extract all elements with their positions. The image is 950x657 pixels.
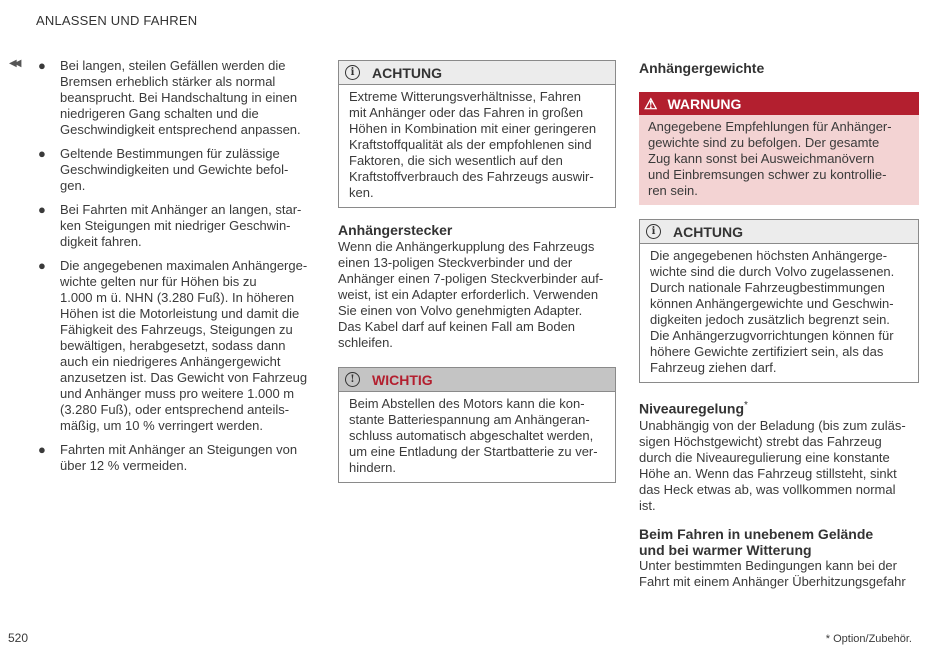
double-left-arrow-icon[interactable]: ◀◀: [9, 58, 19, 69]
section-header: ANLASSEN UND FAHREN: [36, 13, 198, 28]
bullet-item: [38, 442, 318, 474]
notice-text: Die angegebenen höchsten Anhängerge- wichte sind die durch Volvo zugelassenen. Durch nationale Fahrzeugbestimmungen können Anhängergewichte und Geschwin- digkeiten jedoch zusätzlich begrenzt sein. Die Anhängerzugvorrichtungen können für höhere Gewichte zertifiziert sein, als das Fahrzeug ziehen darf.: [650, 248, 895, 375]
warning-triangle-icon: ⚠: [644, 95, 658, 113]
left-column: [38, 58, 318, 482]
bullet-text: Bei Fahrten mit Anhänger an langen, star- ken Steigungen mit niedriger Geschwin- digkeit fahren.: [60, 202, 302, 249]
section-heading: [639, 397, 919, 418]
bullet-item: [38, 258, 318, 434]
notice-title: WICHTIG: [372, 371, 433, 388]
wichtig-notice: [338, 367, 616, 483]
bullet-text: Bei langen, steilen Gefällen werden die Bremsen erheblich stärker als normal beansprucht. Bei Handschaltung in einen niedrigeren Gang schalten und die Geschwindigkeit entsprechend anpassen.: [60, 58, 301, 137]
notice-title: ACHTUNG: [673, 223, 743, 240]
notice-text: Extreme Witterungsverhältnisse, Fahren mit Anhänger oder das Fahren in großen Höhen in Kombination mit einer geringeren Kraftstoffqualität als der empfohlenen sind Faktoren, die sich wesentlich auf den Kraftstoffverbrauch des Fahrzeugs auswir- ken.: [349, 89, 597, 200]
bullet-icon: ●: [38, 442, 46, 457]
bullet-icon: ●: [38, 146, 46, 161]
right-column: [639, 60, 919, 590]
bullet-item: [38, 146, 318, 194]
section-text: Wenn die Anhängerkupplung des Fahrzeugs einen 13-poligen Steckverbinder und der Anhänger einen 7-poligen Steckverbinder auf- weist, ist ein Adapter erforderlich. Verwenden Sie einen von Volvo genehmigten Adapter. Das Kabel darf auf keinen Fall am Boden schleifen.: [338, 239, 604, 350]
bullet-item: [38, 202, 318, 250]
bullet-icon: ●: [38, 58, 46, 73]
section-heading: Anhängergewichte: [639, 60, 765, 76]
section-text: Unabhängig von der Beladung (bis zum zuläs- sigen Höchstgewicht) strebt das Fahrzeug durch die Niveauregulierung eine konstante Höhe an. Wenn das Fahrzeug stillsteht, sinkt das Heck etwas ab, was vollkommen normal ist.: [639, 417, 906, 513]
info-icon: i: [345, 65, 360, 80]
option-marker: *: [744, 400, 748, 411]
heading-text: Niveauregelung: [639, 400, 745, 417]
exclamation-icon: !: [345, 372, 360, 387]
bullet-icon: ●: [38, 258, 46, 273]
section-heading: Beim Fahren in unebenem Gelände und bei warmer Witterung: [639, 525, 874, 558]
footnote: * Option/Zubehör.: [825, 633, 912, 645]
page-number: 520: [8, 631, 29, 645]
middle-column: [338, 60, 616, 483]
warnung-notice: [639, 92, 919, 205]
section-heading: Anhängerstecker: [338, 222, 453, 238]
notice-title: ACHTUNG: [372, 64, 442, 81]
notice-text: Angegebene Empfehlungen für Anhänger- gewichte sind zu befolgen. Der gesamte Zug kann sonst bei Ausweichmanövern und Einbremsungen schwer zu kontrollie- ren sein.: [648, 119, 892, 198]
bullet-text: Fahrten mit Anhänger an Steigungen von über 12 % vermeiden.: [60, 442, 298, 473]
section-text: Unter bestimmten Bedingungen kann bei der Fahrt mit einem Anhänger Überhitzungsgefahr: [639, 557, 906, 589]
achtung-notice: [338, 60, 616, 208]
info-icon: i: [646, 224, 661, 239]
bullet-item: [38, 58, 318, 138]
notice-title: WARNUNG: [667, 95, 742, 112]
bullet-icon: ●: [38, 202, 46, 217]
achtung-notice: [639, 219, 919, 383]
notice-text: Beim Abstellen des Motors kann die kon- stante Batteriespannung am Anhängeran- schluss automatisch abgeschaltet werden, um eine Entladung der Startbatterie zu ver- hindern.: [349, 396, 598, 475]
bullet-text: Geltende Bestimmungen für zulässige Geschwindigkeiten und Gewichte befol- gen.: [60, 146, 289, 193]
bullet-text: Die angegebenen maximalen Anhängerge- wichte gelten nur für Höhen bis zu 1.000 m ü. NHN (3.280 Fuß). In höheren Höhen ist die Motorleistung und damit die Fähigkeit des Fahrzeugs, Steigungen zu bewältigen, herabgesetzt, sodass dann auch ein niedrigeres Anhängergewicht anzusetzen ist. Das Gewicht von Fahrzeug und Anhänger muss pro weitere 1.000 m (3.280 Fuß), oder entsprechend anteils- mäßig, um 10 % verringert werden.: [60, 258, 308, 433]
